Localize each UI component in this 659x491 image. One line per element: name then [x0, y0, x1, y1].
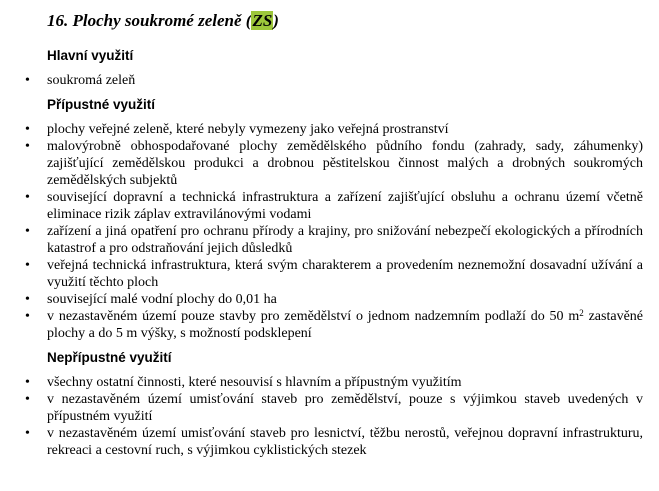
heading-nepripustne-vyuziti: Nepřípustné využití — [47, 350, 172, 365]
bullet-icon: • — [25, 139, 30, 154]
bullet-icon: • — [25, 190, 30, 205]
superscript-2: 2 — [579, 308, 584, 318]
list-item — [25, 291, 643, 308]
bullet-icon: • — [25, 309, 30, 324]
list-item — [25, 374, 643, 391]
list-item-text: plochy veřejné zeleně, které nebyly vymezeny jako veřejná prostranství — [47, 122, 449, 137]
list-item-text: související malé vodní plochy do 0,01 ha — [47, 292, 277, 307]
section-title — [47, 10, 643, 32]
list-hlavni-vyuziti — [25, 72, 643, 89]
list-item-text — [47, 308, 643, 342]
list-item — [25, 138, 643, 189]
bullet-icon: • — [25, 426, 30, 441]
bullet-icon: • — [25, 392, 30, 407]
list-item-text: všechny ostatní činnosti, které nesouvisí s hlavním a přípustným využitím — [47, 375, 462, 390]
heading-hlavni-vyuziti: Hlavní využití — [47, 48, 134, 63]
list-item — [25, 257, 643, 291]
heading-pripustne-vyuziti: Přípustné využití — [47, 97, 156, 112]
list-item — [25, 121, 643, 138]
bullet-icon: • — [25, 122, 30, 137]
list-item-text: v nezastavěném území umisťování staveb pro lesnictví, těžbu nerostů, veřejnou dopravní infrastrukturu, rekreaci a cestovní ruch, s výjimkou cyklistických stezek — [47, 426, 643, 458]
list-item-text: související dopravní a technická infrastruktura a zařízení zajišťující obsluhu a ochranu území včetně eliminace rizik záplav extravilánovými vodami — [47, 190, 643, 222]
list-item-text: soukromá zeleň — [47, 73, 136, 88]
title-text-after: ) — [273, 11, 279, 30]
list-item-text: veřejná technická infrastruktura, která svým charakterem a provedením neznemožní dosavadní užívání a využití těchto ploch — [47, 258, 643, 290]
list-item — [25, 391, 643, 425]
list-pripustne-vyuziti — [25, 121, 643, 342]
list-item-text: malovýrobně obhospodařované plochy zemědělského půdního fondu (zahrady, sady, záhumenky) zajišťující zemědělskou produkci a drobnou pěstitelskou činnost malých a drobných soukromých zemědělských subjektů — [47, 139, 643, 188]
list-item — [25, 223, 643, 257]
title-text-before: 16. Plochy soukromé zeleně ( — [47, 11, 252, 30]
bullet-icon: • — [25, 224, 30, 239]
list-item — [25, 72, 643, 89]
list-nepripustne-vyuziti — [25, 374, 643, 459]
bullet-icon: • — [25, 258, 30, 273]
list-item — [25, 308, 643, 342]
zs-highlight: ZS — [252, 11, 273, 30]
list-item-text: zařízení a jiná opatření pro ochranu přírody a krajiny, pro snižování nebezpečí ekologických a přírodních katastrof a pro odstraňování jejich důsledků — [47, 224, 643, 256]
list-item-text: v nezastavěném území umisťování staveb pro zemědělství, pouze s výjimkou staveb uvedených v přípustném využití — [47, 392, 643, 424]
list-item — [25, 425, 643, 459]
item-text-before-sup: v nezastavěném území pouze stavby pro zemědělství o jednom nadzemním podlaží do 50 m — [47, 309, 580, 324]
list-item — [25, 189, 643, 223]
bullet-icon: • — [25, 375, 30, 390]
bullet-icon: • — [25, 292, 30, 307]
item-text-after-sup: zastavěné plochy a do 5 m výšky, s možností podsklepení — [47, 309, 643, 341]
bullet-icon: • — [25, 73, 30, 88]
